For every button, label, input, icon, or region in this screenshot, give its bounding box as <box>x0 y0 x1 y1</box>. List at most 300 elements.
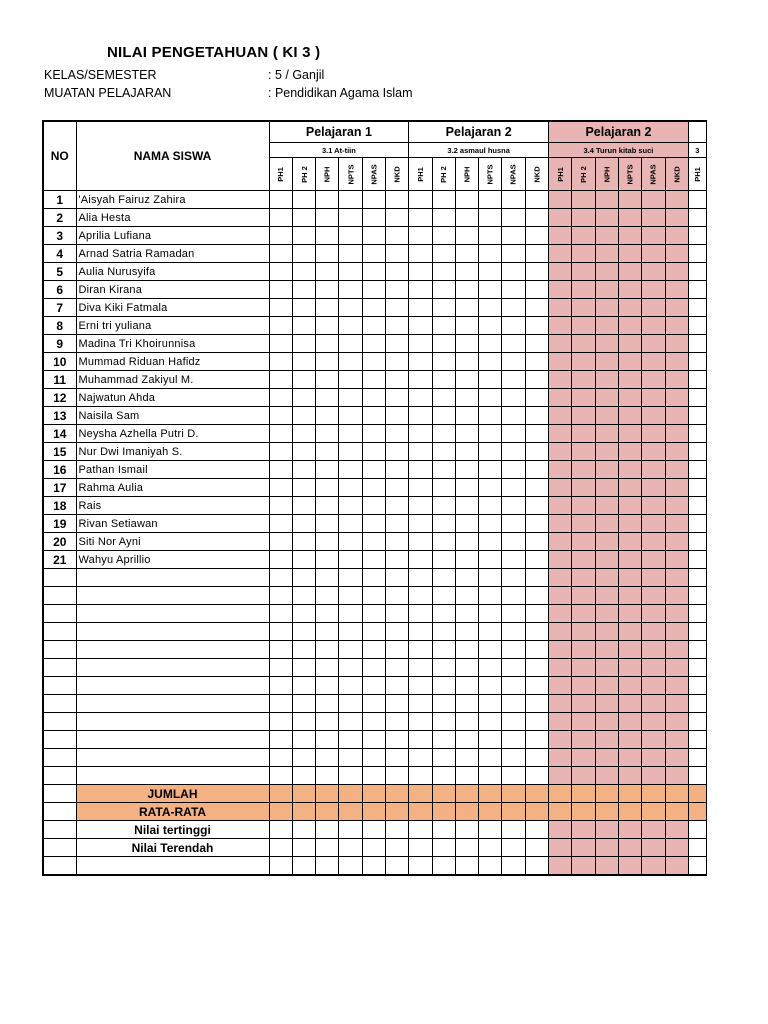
grade-cell[interactable] <box>339 209 362 227</box>
grade-cell[interactable] <box>525 821 548 839</box>
grade-cell[interactable] <box>665 821 688 839</box>
grade-cell[interactable] <box>316 731 339 749</box>
grade-cell[interactable] <box>316 209 339 227</box>
grade-cell[interactable] <box>642 713 665 731</box>
grade-cell[interactable] <box>409 227 432 245</box>
grade-cell[interactable] <box>409 731 432 749</box>
grade-cell[interactable] <box>362 749 385 767</box>
grade-cell[interactable] <box>385 191 408 209</box>
grade-cell[interactable] <box>339 821 362 839</box>
grade-cell[interactable] <box>595 209 618 227</box>
grade-cell[interactable] <box>665 227 688 245</box>
grade-cell[interactable] <box>642 371 665 389</box>
grade-cell[interactable] <box>269 713 292 731</box>
grade-cell[interactable] <box>525 245 548 263</box>
grade-cell[interactable] <box>525 731 548 749</box>
grade-cell[interactable] <box>642 641 665 659</box>
grade-cell[interactable] <box>665 659 688 677</box>
grade-cell[interactable] <box>618 497 641 515</box>
grade-cell[interactable] <box>549 497 572 515</box>
grade-cell[interactable] <box>572 713 595 731</box>
blank-name[interactable] <box>76 641 269 659</box>
grade-cell[interactable] <box>385 443 408 461</box>
grade-cell[interactable] <box>292 245 315 263</box>
grade-cell[interactable] <box>409 299 432 317</box>
grade-cell[interactable] <box>269 803 292 821</box>
grade-cell[interactable] <box>432 317 455 335</box>
grade-cell[interactable] <box>479 785 502 803</box>
grade-cell[interactable] <box>339 677 362 695</box>
grade-cell[interactable] <box>362 317 385 335</box>
grade-cell[interactable] <box>292 407 315 425</box>
grade-cell[interactable] <box>316 821 339 839</box>
grade-cell[interactable] <box>269 515 292 533</box>
grade-cell[interactable] <box>385 461 408 479</box>
grade-cell[interactable] <box>455 407 478 425</box>
grade-cell[interactable] <box>618 317 641 335</box>
grade-cell[interactable] <box>292 623 315 641</box>
grade-cell[interactable] <box>432 839 455 857</box>
grade-cell[interactable] <box>432 605 455 623</box>
grade-cell[interactable] <box>479 659 502 677</box>
grade-cell[interactable] <box>688 857 706 876</box>
grade-cell[interactable] <box>339 515 362 533</box>
grade-cell[interactable] <box>409 515 432 533</box>
grade-cell[interactable] <box>688 353 706 371</box>
grade-cell[interactable] <box>455 353 478 371</box>
grade-cell[interactable] <box>665 785 688 803</box>
grade-cell[interactable] <box>479 497 502 515</box>
grade-cell[interactable] <box>595 191 618 209</box>
grade-cell[interactable] <box>385 587 408 605</box>
grade-cell[interactable] <box>292 857 315 876</box>
grade-cell[interactable] <box>549 659 572 677</box>
grade-cell[interactable] <box>642 659 665 677</box>
grade-cell[interactable] <box>269 695 292 713</box>
grade-cell[interactable] <box>409 497 432 515</box>
grade-cell[interactable] <box>455 857 478 876</box>
grade-cell[interactable] <box>409 767 432 785</box>
grade-cell[interactable] <box>432 641 455 659</box>
grade-cell[interactable] <box>269 371 292 389</box>
grade-cell[interactable] <box>479 407 502 425</box>
grade-cell[interactable] <box>269 569 292 587</box>
grade-cell[interactable] <box>432 515 455 533</box>
grade-cell[interactable] <box>479 623 502 641</box>
grade-cell[interactable] <box>385 533 408 551</box>
grade-cell[interactable] <box>339 749 362 767</box>
grade-cell[interactable] <box>432 785 455 803</box>
grade-cell[interactable] <box>549 389 572 407</box>
grade-cell[interactable] <box>618 713 641 731</box>
grade-cell[interactable] <box>432 479 455 497</box>
grade-cell[interactable] <box>525 479 548 497</box>
grade-cell[interactable] <box>362 659 385 677</box>
grade-cell[interactable] <box>269 443 292 461</box>
grade-cell[interactable] <box>455 587 478 605</box>
grade-cell[interactable] <box>665 569 688 587</box>
grade-cell[interactable] <box>479 713 502 731</box>
grade-cell[interactable] <box>525 803 548 821</box>
grade-cell[interactable] <box>432 245 455 263</box>
grade-cell[interactable] <box>572 515 595 533</box>
grade-cell[interactable] <box>362 803 385 821</box>
grade-cell[interactable] <box>525 785 548 803</box>
grade-cell[interactable] <box>572 389 595 407</box>
grade-cell[interactable] <box>665 479 688 497</box>
grade-cell[interactable] <box>269 479 292 497</box>
grade-cell[interactable] <box>595 749 618 767</box>
grade-cell[interactable] <box>479 839 502 857</box>
grade-cell[interactable] <box>618 371 641 389</box>
grade-cell[interactable] <box>385 677 408 695</box>
grade-cell[interactable] <box>642 209 665 227</box>
grade-cell[interactable] <box>549 749 572 767</box>
grade-cell[interactable] <box>525 407 548 425</box>
grade-cell[interactable] <box>339 227 362 245</box>
grade-cell[interactable] <box>269 767 292 785</box>
grade-cell[interactable] <box>642 803 665 821</box>
grade-cell[interactable] <box>432 731 455 749</box>
grade-cell[interactable] <box>618 839 641 857</box>
grade-cell[interactable] <box>479 425 502 443</box>
grade-cell[interactable] <box>642 263 665 281</box>
grade-cell[interactable] <box>385 209 408 227</box>
grade-cell[interactable] <box>502 281 525 299</box>
grade-cell[interactable] <box>316 623 339 641</box>
grade-cell[interactable] <box>409 713 432 731</box>
grade-cell[interactable] <box>455 677 478 695</box>
grade-cell[interactable] <box>642 335 665 353</box>
blank-name[interactable] <box>76 605 269 623</box>
grade-cell[interactable] <box>665 281 688 299</box>
grade-cell[interactable] <box>269 317 292 335</box>
grade-cell[interactable] <box>292 281 315 299</box>
grade-cell[interactable] <box>479 803 502 821</box>
grade-cell[interactable] <box>316 227 339 245</box>
grade-cell[interactable] <box>455 731 478 749</box>
grade-cell[interactable] <box>549 713 572 731</box>
grade-cell[interactable] <box>385 821 408 839</box>
grade-cell[interactable] <box>525 263 548 281</box>
grade-cell[interactable] <box>502 695 525 713</box>
grade-cell[interactable] <box>572 749 595 767</box>
grade-cell[interactable] <box>409 551 432 569</box>
grade-cell[interactable] <box>385 281 408 299</box>
grade-cell[interactable] <box>292 443 315 461</box>
grade-cell[interactable] <box>292 209 315 227</box>
grade-cell[interactable] <box>316 749 339 767</box>
grade-cell[interactable] <box>385 659 408 677</box>
grade-cell[interactable] <box>269 245 292 263</box>
grade-cell[interactable] <box>455 227 478 245</box>
grade-cell[interactable] <box>432 587 455 605</box>
blank-name[interactable] <box>76 677 269 695</box>
grade-cell[interactable] <box>618 335 641 353</box>
grade-cell[interactable] <box>339 317 362 335</box>
grade-cell[interactable] <box>572 857 595 876</box>
grade-cell[interactable] <box>432 191 455 209</box>
grade-cell[interactable] <box>409 857 432 876</box>
grade-cell[interactable] <box>665 407 688 425</box>
grade-cell[interactable] <box>688 245 706 263</box>
grade-cell[interactable] <box>665 389 688 407</box>
grade-cell[interactable] <box>572 227 595 245</box>
grade-cell[interactable] <box>502 515 525 533</box>
grade-cell[interactable] <box>432 353 455 371</box>
grade-cell[interactable] <box>572 641 595 659</box>
grade-cell[interactable] <box>688 371 706 389</box>
grade-cell[interactable] <box>665 605 688 623</box>
grade-cell[interactable] <box>479 605 502 623</box>
grade-cell[interactable] <box>292 785 315 803</box>
grade-cell[interactable] <box>385 713 408 731</box>
grade-cell[interactable] <box>409 803 432 821</box>
grade-cell[interactable] <box>502 191 525 209</box>
grade-cell[interactable] <box>316 299 339 317</box>
grade-cell[interactable] <box>362 623 385 641</box>
grade-cell[interactable] <box>409 389 432 407</box>
grade-cell[interactable] <box>385 569 408 587</box>
grade-cell[interactable] <box>385 785 408 803</box>
grade-cell[interactable] <box>549 623 572 641</box>
grade-cell[interactable] <box>455 569 478 587</box>
grade-cell[interactable] <box>595 425 618 443</box>
grade-cell[interactable] <box>642 515 665 533</box>
grade-cell[interactable] <box>595 695 618 713</box>
grade-cell[interactable] <box>549 641 572 659</box>
grade-cell[interactable] <box>479 443 502 461</box>
grade-cell[interactable] <box>316 425 339 443</box>
grade-cell[interactable] <box>316 569 339 587</box>
grade-cell[interactable] <box>549 551 572 569</box>
grade-cell[interactable] <box>432 299 455 317</box>
grade-cell[interactable] <box>549 569 572 587</box>
grade-cell[interactable] <box>595 587 618 605</box>
grade-cell[interactable] <box>409 209 432 227</box>
grade-cell[interactable] <box>455 533 478 551</box>
grade-cell[interactable] <box>595 623 618 641</box>
grade-cell[interactable] <box>618 641 641 659</box>
grade-cell[interactable] <box>432 713 455 731</box>
grade-cell[interactable] <box>502 731 525 749</box>
grade-cell[interactable] <box>455 551 478 569</box>
grade-cell[interactable] <box>502 227 525 245</box>
grade-cell[interactable] <box>525 551 548 569</box>
grade-cell[interactable] <box>385 623 408 641</box>
grade-cell[interactable] <box>549 839 572 857</box>
grade-cell[interactable] <box>549 209 572 227</box>
grade-cell[interactable] <box>292 569 315 587</box>
grade-cell[interactable] <box>339 695 362 713</box>
grade-cell[interactable] <box>455 623 478 641</box>
blank-name[interactable] <box>76 731 269 749</box>
grade-cell[interactable] <box>292 479 315 497</box>
grade-cell[interactable] <box>642 731 665 749</box>
grade-cell[interactable] <box>479 857 502 876</box>
grade-cell[interactable] <box>642 785 665 803</box>
grade-cell[interactable] <box>618 425 641 443</box>
grade-cell[interactable] <box>316 857 339 876</box>
grade-cell[interactable] <box>525 317 548 335</box>
grade-cell[interactable] <box>665 749 688 767</box>
grade-cell[interactable] <box>549 605 572 623</box>
grade-cell[interactable] <box>316 353 339 371</box>
grade-cell[interactable] <box>595 605 618 623</box>
grade-cell[interactable] <box>362 569 385 587</box>
grade-cell[interactable] <box>292 803 315 821</box>
grade-cell[interactable] <box>642 245 665 263</box>
grade-cell[interactable] <box>409 821 432 839</box>
grade-cell[interactable] <box>362 713 385 731</box>
grade-cell[interactable] <box>572 443 595 461</box>
grade-cell[interactable] <box>292 641 315 659</box>
grade-cell[interactable] <box>595 713 618 731</box>
grade-cell[interactable] <box>595 497 618 515</box>
grade-cell[interactable] <box>549 479 572 497</box>
grade-cell[interactable] <box>479 209 502 227</box>
grade-cell[interactable] <box>292 821 315 839</box>
grade-cell[interactable] <box>316 839 339 857</box>
grade-cell[interactable] <box>479 389 502 407</box>
grade-cell[interactable] <box>642 389 665 407</box>
grade-cell[interactable] <box>409 263 432 281</box>
grade-cell[interactable] <box>595 857 618 876</box>
grade-cell[interactable] <box>665 587 688 605</box>
grade-cell[interactable] <box>292 353 315 371</box>
grade-cell[interactable] <box>502 425 525 443</box>
grade-cell[interactable] <box>455 785 478 803</box>
grade-cell[interactable] <box>432 389 455 407</box>
grade-cell[interactable] <box>595 299 618 317</box>
grade-cell[interactable] <box>339 335 362 353</box>
grade-cell[interactable] <box>339 353 362 371</box>
grade-cell[interactable] <box>362 191 385 209</box>
grade-cell[interactable] <box>385 605 408 623</box>
grade-cell[interactable] <box>572 695 595 713</box>
grade-cell[interactable] <box>269 209 292 227</box>
grade-cell[interactable] <box>688 461 706 479</box>
grade-cell[interactable] <box>595 461 618 479</box>
grade-cell[interactable] <box>269 623 292 641</box>
grade-cell[interactable] <box>432 461 455 479</box>
grade-cell[interactable] <box>455 335 478 353</box>
grade-cell[interactable] <box>269 677 292 695</box>
grade-cell[interactable] <box>385 227 408 245</box>
grade-cell[interactable] <box>572 353 595 371</box>
grade-cell[interactable] <box>409 425 432 443</box>
grade-cell[interactable] <box>595 263 618 281</box>
grade-cell[interactable] <box>572 605 595 623</box>
grade-cell[interactable] <box>362 479 385 497</box>
grade-cell[interactable] <box>339 407 362 425</box>
grade-cell[interactable] <box>572 569 595 587</box>
grade-cell[interactable] <box>502 407 525 425</box>
grade-cell[interactable] <box>549 407 572 425</box>
grade-cell[interactable] <box>572 659 595 677</box>
grade-cell[interactable] <box>502 767 525 785</box>
grade-cell[interactable] <box>339 605 362 623</box>
grade-cell[interactable] <box>525 281 548 299</box>
grade-cell[interactable] <box>595 407 618 425</box>
grade-cell[interactable] <box>642 587 665 605</box>
grade-cell[interactable] <box>572 335 595 353</box>
grade-cell[interactable] <box>455 263 478 281</box>
grade-cell[interactable] <box>665 317 688 335</box>
grade-cell[interactable] <box>292 191 315 209</box>
grade-cell[interactable] <box>618 227 641 245</box>
grade-cell[interactable] <box>269 605 292 623</box>
grade-cell[interactable] <box>549 785 572 803</box>
grade-cell[interactable] <box>362 515 385 533</box>
grade-cell[interactable] <box>316 803 339 821</box>
grade-cell[interactable] <box>688 425 706 443</box>
grade-cell[interactable] <box>665 443 688 461</box>
grade-cell[interactable] <box>525 335 548 353</box>
grade-cell[interactable] <box>269 641 292 659</box>
grade-cell[interactable] <box>409 605 432 623</box>
grade-cell[interactable] <box>618 803 641 821</box>
grade-cell[interactable] <box>316 497 339 515</box>
grade-cell[interactable] <box>642 695 665 713</box>
grade-cell[interactable] <box>316 695 339 713</box>
grade-cell[interactable] <box>549 371 572 389</box>
grade-cell[interactable] <box>292 587 315 605</box>
grade-cell[interactable] <box>502 713 525 731</box>
grade-cell[interactable] <box>549 299 572 317</box>
grade-cell[interactable] <box>525 767 548 785</box>
grade-cell[interactable] <box>688 263 706 281</box>
grade-cell[interactable] <box>502 569 525 587</box>
grade-cell[interactable] <box>432 335 455 353</box>
blank-name[interactable] <box>76 659 269 677</box>
grade-cell[interactable] <box>292 677 315 695</box>
grade-cell[interactable] <box>572 839 595 857</box>
grade-cell[interactable] <box>595 443 618 461</box>
grade-cell[interactable] <box>572 551 595 569</box>
grade-cell[interactable] <box>688 731 706 749</box>
grade-cell[interactable] <box>688 443 706 461</box>
grade-cell[interactable] <box>362 245 385 263</box>
grade-cell[interactable] <box>269 821 292 839</box>
grade-cell[interactable] <box>549 425 572 443</box>
grade-cell[interactable] <box>362 461 385 479</box>
grade-cell[interactable] <box>292 839 315 857</box>
grade-cell[interactable] <box>595 479 618 497</box>
grade-cell[interactable] <box>618 659 641 677</box>
grade-cell[interactable] <box>572 245 595 263</box>
grade-cell[interactable] <box>385 353 408 371</box>
grade-cell[interactable] <box>525 209 548 227</box>
grade-cell[interactable] <box>409 569 432 587</box>
grade-cell[interactable] <box>339 803 362 821</box>
grade-cell[interactable] <box>409 695 432 713</box>
grade-cell[interactable] <box>339 299 362 317</box>
grade-cell[interactable] <box>316 785 339 803</box>
grade-cell[interactable] <box>549 803 572 821</box>
grade-cell[interactable] <box>572 281 595 299</box>
grade-cell[interactable] <box>362 587 385 605</box>
grade-cell[interactable] <box>362 443 385 461</box>
grade-cell[interactable] <box>269 335 292 353</box>
grade-cell[interactable] <box>572 623 595 641</box>
grade-cell[interactable] <box>362 731 385 749</box>
grade-cell[interactable] <box>269 407 292 425</box>
grade-cell[interactable] <box>572 587 595 605</box>
grade-cell[interactable] <box>432 857 455 876</box>
grade-cell[interactable] <box>595 335 618 353</box>
grade-cell[interactable] <box>595 785 618 803</box>
